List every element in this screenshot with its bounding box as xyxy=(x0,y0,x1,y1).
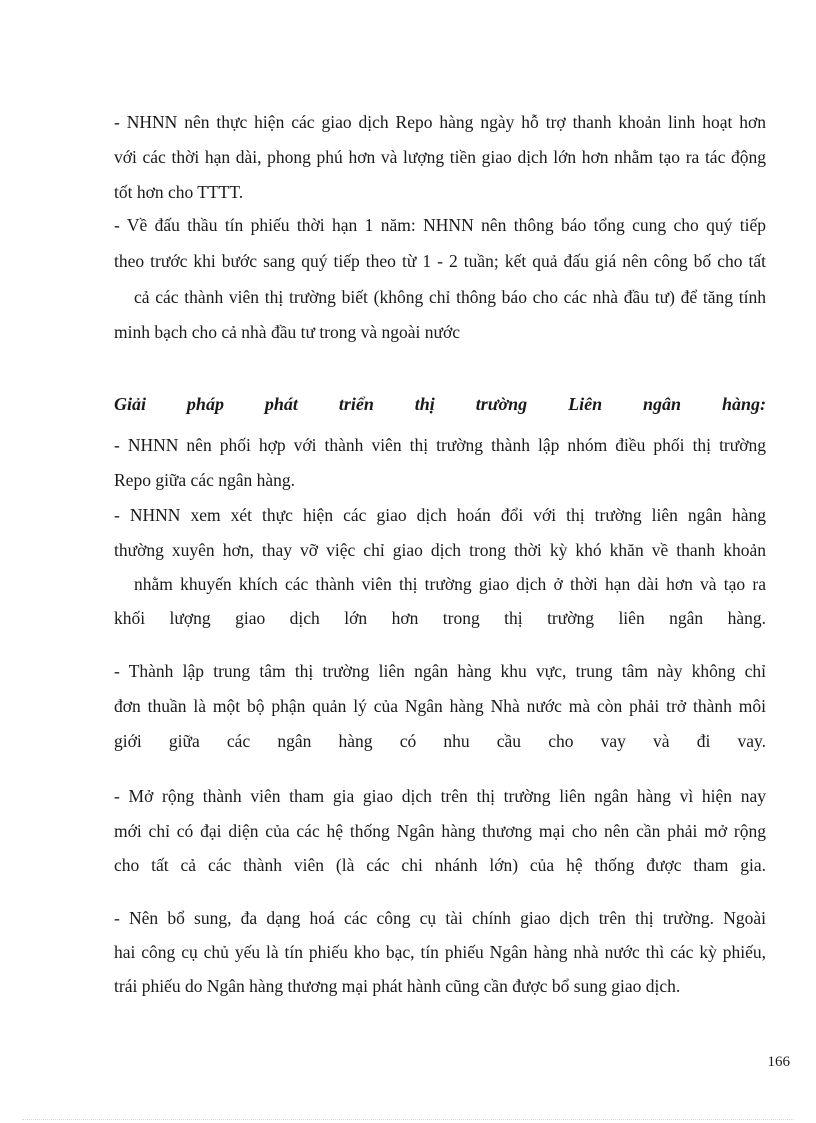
text-line: - Mở rộng thành viên tham gia giao dịch trên thị trường liên ngân hàng vì hiện nay xyxy=(114,786,766,806)
text-line: trái phiếu do Ngân hàng thương mại phát hành cũng cần được bổ sung giao dịch. xyxy=(114,976,681,996)
text-line: hai công cụ chủ yếu là tín phiếu kho bạc, tín phiếu Ngân hàng nhà nước thì các kỳ phiếu, xyxy=(114,942,766,962)
text-line: nhằm khuyến khích các thành viên thị trường giao dịch ở thời hạn dài hơn và tạo ra xyxy=(134,574,766,594)
text-line: - Nên bổ sung, đa dạng hoá các công cụ tài chính giao dịch trên thị trường. Ngoài xyxy=(114,908,766,928)
text-line: với các thời hạn dài, phong phú hơn và lượng tiền giao dịch lớn hơn nhằm tạo ra tác động xyxy=(114,147,766,167)
text-line: theo trước khi bước sang quý tiếp theo từ 1 - 2 tuần; kết quả đấu giá nên công bố cho tất xyxy=(114,251,766,271)
text-line: Repo giữa các ngân hàng. xyxy=(114,470,296,490)
footer-divider xyxy=(22,1119,794,1120)
text-line: thường xuyên hơn, thay vỡ việc chỉ giao dịch trong thời kỳ khó khăn về thanh khoản xyxy=(114,540,766,560)
text-line: khối lượng giao dịch lớn hơn trong thị trường liên ngân hàng. xyxy=(114,608,766,628)
text-line: - Về đấu thầu tín phiếu thời hạn 1 năm: NHNN nên thông báo tổng cung cho quý tiếp xyxy=(114,215,766,235)
text-line: tốt hơn cho TTTT. xyxy=(114,182,244,202)
text-line: - Thành lập trung tâm thị trường liên ngân hàng khu vực, trung tâm này không chỉ xyxy=(114,661,766,681)
page-number: 166 xyxy=(767,1054,790,1070)
text-line: - NHNN xem xét thực hiện các giao dịch hoán đổi với thị trường liên ngân hàng xyxy=(114,505,766,525)
text-line: minh bạch cho cả nhà đầu tư trong và ngoài nước xyxy=(114,322,461,342)
text-line: - NHNN nên phối hợp với thành viên thị trường thành lập nhóm điều phối thị trường xyxy=(114,435,766,455)
text-line: giới giữa các ngân hàng có nhu cầu cho vay và đi vay. xyxy=(114,731,766,751)
text-line: cho tất cả các thành viên (là các chi nhánh lớn) của hệ thống được tham gia. xyxy=(114,855,766,875)
text-line: mới chỉ có đại diện của các hệ thống Ngân hàng thương mại cho nên cần phải mở rộng xyxy=(114,821,766,841)
section-heading: Giải pháp phát triển thị trường Liên ngân hàng: xyxy=(114,394,766,414)
text-line: đơn thuần là một bộ phận quản lý của Ngân hàng Nhà nước mà còn phải trở thành môi xyxy=(114,696,766,716)
text-line: cả các thành viên thị trường biết (không chỉ thông báo cho các nhà đầu tư) để tăng tính xyxy=(134,287,766,307)
text-line: - NHNN nên thực hiện các giao dịch Repo hàng ngày hỗ trợ thanh khoản linh hoạt hơn xyxy=(114,112,766,132)
